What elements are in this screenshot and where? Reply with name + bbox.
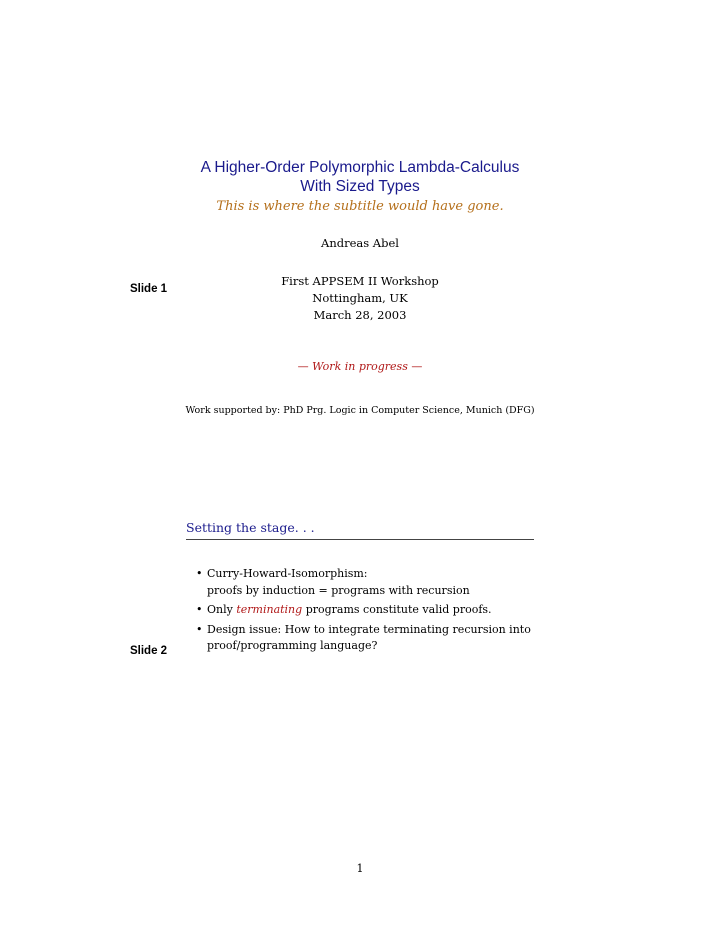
bullet-2-pre: Only [207,603,237,616]
wip-dash-right: — [411,360,423,373]
bullet-3-line-1: Design issue: How to integrate terminating recursion into [207,622,531,636]
bullet-icon: • [196,622,203,636]
section-title: Setting the stage. . . [186,520,315,535]
bullet-icon: • [196,567,203,580]
bullet-item-1 [196,566,536,599]
funding-note: Work supported by: PhD Prg. Logic in Computer Science, Munich (DFG) [185,405,535,416]
author: Andreas Abel [321,236,399,250]
bullet-item-2 [196,602,536,619]
bullet-icon: • [196,603,203,616]
slide-title-line-1: A Higher-Order Polymorphic Lambda-Calculus [200,159,520,176]
slide-subtitle: This is where the subtitle would have gone. [216,199,504,214]
slide-2-label: Slide 2 [130,645,168,657]
work-in-progress-note [200,360,520,373]
event-date: March 28, 2003 [313,308,407,322]
bullet-1-line-1: Curry-Howard-Isomorphism: [207,567,368,580]
section-rule [186,539,534,540]
bullet-2-term: terminating [236,603,303,616]
event-name: First APPSEM II Workshop [281,274,439,288]
bullet-item-3 [196,622,536,655]
wip-text: Work in progress [312,360,408,373]
slide-title-line-2: With Sized Types [300,178,420,195]
bullet-list [196,566,536,658]
bullet-1-line-2: proofs by induction = programs with recursion [207,583,470,597]
page-number: 1 [356,862,364,875]
bullet-2-post: programs constitute valid proofs. [302,603,492,616]
bullet-3-line-2: proof/programming language? [207,639,378,652]
slide-1-label: Slide 1 [130,283,168,295]
wip-dash-left: — [297,360,309,373]
event-location: Nottingham, UK [312,291,408,305]
